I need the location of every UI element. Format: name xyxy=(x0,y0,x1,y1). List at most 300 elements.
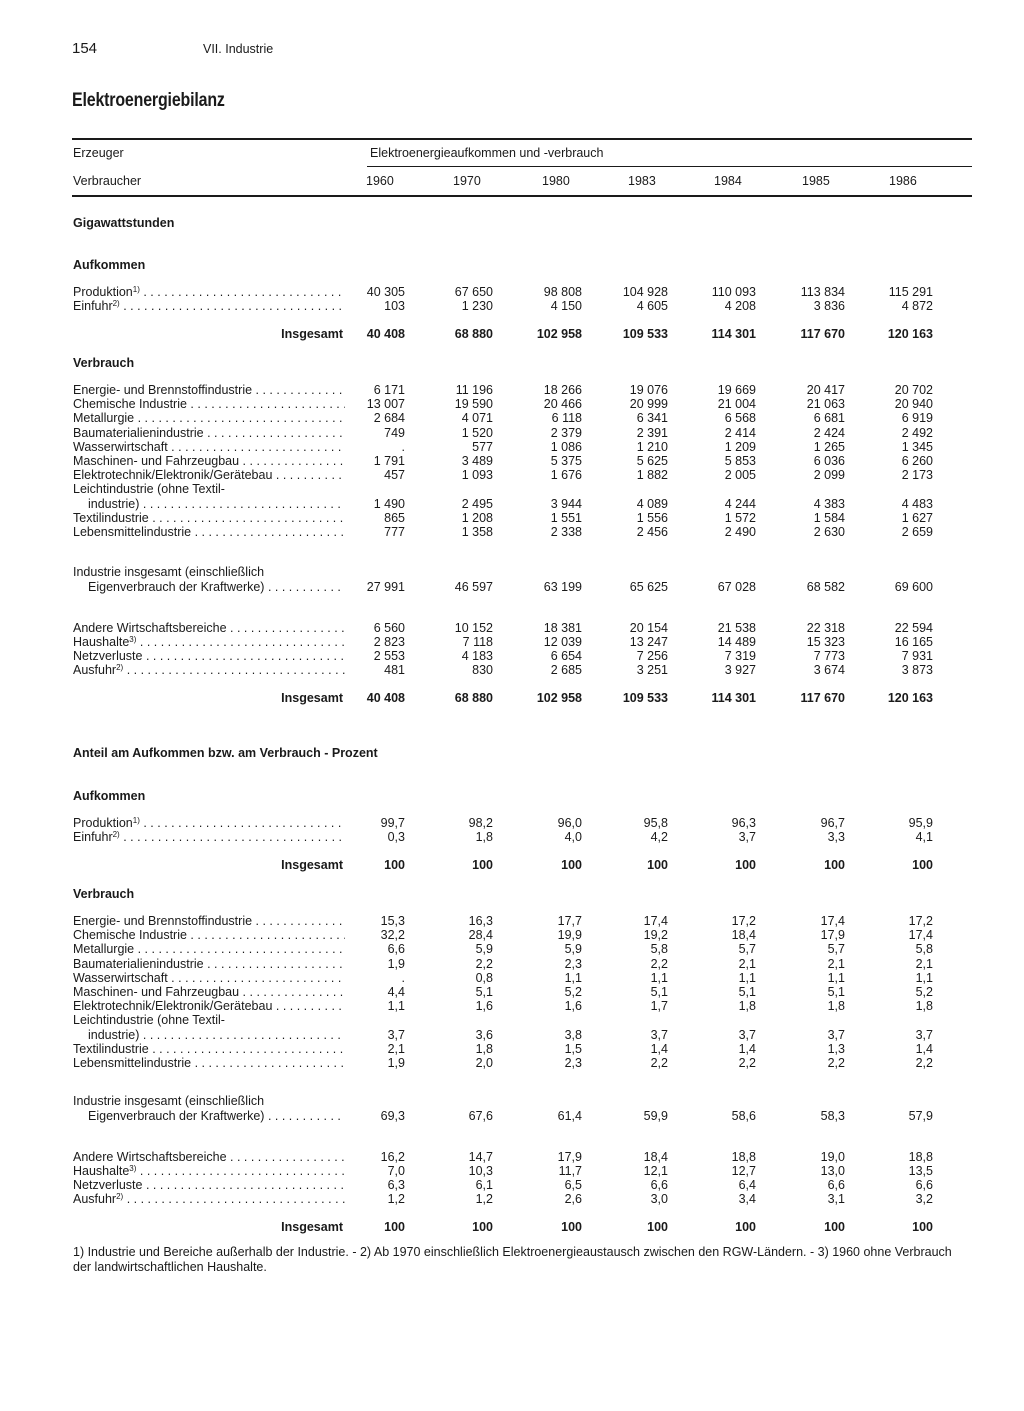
value-cell: 457 xyxy=(384,468,405,483)
value-cell: 1,5 xyxy=(564,1041,582,1056)
row-label-text: industrie) xyxy=(88,496,140,511)
row-label-text: Netzverluste xyxy=(73,649,143,663)
row-label xyxy=(73,383,345,398)
value-cell: 95,9 xyxy=(908,816,933,830)
row-label xyxy=(73,397,345,412)
table-row xyxy=(0,635,1024,650)
value-cell: 1,8 xyxy=(475,1041,493,1056)
value-cell: 12 039 xyxy=(543,635,582,649)
row-label-text: Ausfuhr xyxy=(73,1192,117,1206)
value-cell: 28,4 xyxy=(468,928,493,943)
row-label xyxy=(88,580,345,595)
page-number: 154 xyxy=(72,40,98,57)
row-label xyxy=(73,525,345,540)
value-cell: 5,9 xyxy=(475,942,493,957)
value-cell: 5 625 xyxy=(636,454,668,468)
value-cell: 17,2 xyxy=(731,914,756,928)
value-cell: 4,0 xyxy=(564,830,582,844)
value-cell: 68 880 xyxy=(454,327,493,341)
value-cell: 7 773 xyxy=(813,649,845,663)
value-cell: 19 590 xyxy=(454,397,493,412)
value-cell: 19,9 xyxy=(557,928,582,943)
row-label-text: Metallurgie xyxy=(73,942,135,957)
value-cell: 100 xyxy=(472,858,493,872)
value-cell: 10,3 xyxy=(468,1164,493,1178)
value-cell: 1,7 xyxy=(650,999,668,1014)
row-label-text: Energie- und Brennstoffindustrie xyxy=(73,383,253,397)
value-cell: 1 358 xyxy=(461,525,493,539)
value-cell: 3,3 xyxy=(827,830,845,844)
year-header: 1980 xyxy=(542,174,570,188)
row-label xyxy=(73,1056,345,1071)
row-label xyxy=(73,1192,345,1207)
value-cell: 17,4 xyxy=(643,914,668,928)
value-cell: 1 093 xyxy=(461,468,493,483)
row-label xyxy=(73,1164,345,1179)
value-cell: 6 568 xyxy=(724,411,756,426)
value-cell: 17,4 xyxy=(820,914,845,928)
value-cell: 19,0 xyxy=(820,1150,845,1164)
value-cell: 40 408 xyxy=(366,691,405,705)
value-cell: 100 xyxy=(561,858,582,872)
value-cell: 2,1 xyxy=(387,1041,405,1056)
value-cell: 2 492 xyxy=(901,425,933,440)
value-cell: 2 490 xyxy=(724,525,756,539)
value-cell: 67 650 xyxy=(454,285,493,299)
value-cell: 2,1 xyxy=(915,956,933,971)
value-cell: 117 670 xyxy=(800,327,845,341)
value-cell: 3 944 xyxy=(550,496,582,511)
value-cell: 69 600 xyxy=(894,579,933,594)
footnote-marker: 2) xyxy=(116,1192,124,1201)
value-cell: 40 305 xyxy=(366,285,405,299)
value-cell: 2 823 xyxy=(373,635,405,649)
section-heading: Gigawattstunden xyxy=(73,216,175,230)
value-cell: 7 118 xyxy=(462,635,493,649)
value-cell: 100 xyxy=(647,858,668,872)
value-cell: . xyxy=(401,970,405,985)
value-cell: 5,1 xyxy=(650,985,668,999)
value-cell: 102 958 xyxy=(536,691,582,705)
value-cell: 3,2 xyxy=(915,1192,933,1206)
value-cell: 109 533 xyxy=(622,327,668,341)
total-label: Insgesamt xyxy=(281,1220,343,1234)
value-cell: 17,2 xyxy=(908,914,933,928)
value-cell: 6 654 xyxy=(550,649,582,663)
value-cell: 3 927 xyxy=(724,663,756,677)
value-cell: 1 265 xyxy=(813,439,845,454)
value-cell: 1,4 xyxy=(650,1041,668,1056)
table-row xyxy=(0,942,1024,957)
value-cell: 20 702 xyxy=(894,383,933,397)
value-cell: 2 414 xyxy=(724,425,756,440)
row-label xyxy=(73,663,345,678)
table-row xyxy=(0,482,1024,497)
value-cell: 20 417 xyxy=(806,383,845,397)
table-row xyxy=(0,971,1024,986)
row-label xyxy=(73,426,345,441)
footnote-marker: 2) xyxy=(116,663,124,672)
value-cell: 6 171 xyxy=(373,383,405,397)
year-header: 1960 xyxy=(366,174,394,188)
value-cell: 16 165 xyxy=(894,635,933,649)
row-label-text: Haushalte xyxy=(73,635,130,649)
section-heading: Aufkommen xyxy=(73,258,146,272)
row-label-text: Chemische Industrie xyxy=(73,397,187,412)
value-cell: 7 931 xyxy=(901,649,933,663)
row-label-text: Einfuhr xyxy=(73,830,113,844)
table-row xyxy=(0,1150,1024,1165)
row-label-text: Lebensmittelindustrie xyxy=(73,1056,192,1070)
row-label xyxy=(73,1178,345,1193)
value-cell: 11 196 xyxy=(455,383,493,397)
value-cell: 3,7 xyxy=(915,1027,933,1042)
value-cell: 20 466 xyxy=(543,397,582,412)
table-row xyxy=(0,914,1024,929)
value-cell: 3,7 xyxy=(827,1027,845,1042)
value-cell: 1,1 xyxy=(387,999,405,1014)
section-heading: Verbrauch xyxy=(73,887,135,901)
value-cell: 5,1 xyxy=(827,985,845,999)
total-label: Insgesamt xyxy=(281,691,343,705)
value-cell: 95,8 xyxy=(643,816,668,830)
value-cell: 18,4 xyxy=(731,928,756,943)
chapter-title: VII. Industrie xyxy=(203,42,274,56)
table-row xyxy=(0,928,1024,943)
row-label xyxy=(73,468,345,483)
table-row xyxy=(0,999,1024,1014)
value-cell: 2,1 xyxy=(827,956,845,971)
table-row xyxy=(0,285,1024,300)
value-cell: 1,1 xyxy=(738,970,756,985)
footnote-marker: 1) xyxy=(132,285,140,294)
table-row xyxy=(0,816,1024,831)
row-label xyxy=(73,1150,345,1165)
value-cell: 1,4 xyxy=(738,1041,756,1056)
value-cell: 6,4 xyxy=(738,1178,756,1192)
value-cell: 2 685 xyxy=(550,663,582,677)
value-cell: 32,2 xyxy=(380,928,405,943)
row-label-text: Elektrotechnik/Elektronik/Gerätebau xyxy=(73,468,273,483)
value-cell: 2,2 xyxy=(915,1056,933,1070)
value-cell: 20 154 xyxy=(629,621,668,635)
value-cell: 1 676 xyxy=(550,468,582,483)
value-cell: 5,1 xyxy=(475,985,493,999)
row-label-text: Wasserwirtschaft xyxy=(73,970,168,985)
value-cell: 13 247 xyxy=(629,635,668,649)
value-cell: 1 791 xyxy=(373,454,405,468)
table-row xyxy=(0,525,1024,540)
value-cell: 18,4 xyxy=(643,1150,668,1164)
row-label-text: Chemische Industrie xyxy=(73,928,187,943)
value-cell: 1 572 xyxy=(724,510,756,525)
value-cell: 7 319 xyxy=(724,649,756,663)
row-label xyxy=(88,1028,345,1043)
value-cell: 6 919 xyxy=(901,411,933,426)
value-cell: 5,2 xyxy=(915,985,933,999)
value-cell: 1,1 xyxy=(564,970,582,985)
row-label-text: Energie- und Brennstoffindustrie xyxy=(73,914,253,928)
row-label-text: Andere Wirtschaftsbereiche xyxy=(73,621,227,635)
value-cell: 4 208 xyxy=(724,299,756,313)
total-row xyxy=(0,327,1024,342)
value-cell: 3,6 xyxy=(475,1027,493,1042)
value-cell: 1 208 xyxy=(461,510,493,525)
value-cell: 2,3 xyxy=(564,956,582,971)
value-cell: 18,8 xyxy=(731,1150,756,1164)
value-cell: 1 086 xyxy=(550,439,582,454)
value-cell: 2,3 xyxy=(564,1056,582,1070)
value-cell: 6 036 xyxy=(813,454,845,468)
row-label-text: Elektrotechnik/Elektronik/Gerätebau xyxy=(73,999,273,1014)
row-label-text: Ausfuhr xyxy=(73,663,117,677)
value-cell: 4 150 xyxy=(550,299,582,313)
value-cell: 3,7 xyxy=(738,830,756,844)
row-label xyxy=(73,816,345,831)
row-label-text: Netzverluste xyxy=(73,1178,143,1192)
value-cell: 58,3 xyxy=(820,1108,845,1123)
value-cell: 40 408 xyxy=(366,327,405,341)
year-header: 1985 xyxy=(802,174,830,188)
value-cell: 1 230 xyxy=(461,299,493,313)
value-cell: 2 456 xyxy=(636,525,668,539)
value-cell: 865 xyxy=(384,510,405,525)
row-label xyxy=(73,985,345,1000)
row-label-text: Maschinen- und Fahrzeugbau xyxy=(73,985,240,999)
value-cell: 1 584 xyxy=(813,510,845,525)
row-label-text: Textilindustrie xyxy=(73,510,149,525)
value-cell: 17,9 xyxy=(820,928,845,943)
value-cell: 13,0 xyxy=(820,1164,845,1178)
value-cell: 2,2 xyxy=(827,1056,845,1070)
value-cell: 59,9 xyxy=(643,1108,668,1123)
value-cell: 5,2 xyxy=(564,985,582,999)
row-label xyxy=(88,497,345,512)
row-label: Leichtindustrie (ohne Textil- xyxy=(73,1013,225,1028)
value-cell: 22 318 xyxy=(806,621,845,635)
value-cell: 120 163 xyxy=(887,327,933,341)
value-cell: 20 999 xyxy=(629,397,668,412)
row-label: Leichtindustrie (ohne Textil- xyxy=(73,482,225,497)
total-label: Insgesamt xyxy=(281,327,343,341)
table-row xyxy=(0,1109,1024,1124)
table-row xyxy=(0,1094,1024,1109)
value-cell: 2 099 xyxy=(813,468,845,483)
value-cell: 1 882 xyxy=(636,468,668,483)
value-cell: 2,0 xyxy=(475,1056,493,1070)
table-row xyxy=(0,580,1024,595)
year-header: 1970 xyxy=(453,174,481,188)
row-label-text: Andere Wirtschaftsbereiche xyxy=(73,1150,227,1164)
table-row xyxy=(0,830,1024,845)
value-cell: 1,1 xyxy=(915,970,933,985)
row-label-text: Metallurgie xyxy=(73,411,135,426)
value-cell: 18,8 xyxy=(908,1150,933,1164)
table-row xyxy=(0,511,1024,526)
row-label xyxy=(73,928,345,943)
value-cell: 2,1 xyxy=(738,956,756,971)
value-cell: 13,5 xyxy=(908,1164,933,1178)
value-cell: 100 xyxy=(824,858,845,872)
value-cell: 1,6 xyxy=(564,999,582,1014)
value-cell: 4,1 xyxy=(915,830,933,844)
value-cell: 3 836 xyxy=(813,299,845,313)
value-cell: 16,2 xyxy=(380,1150,405,1164)
value-cell: 4,4 xyxy=(387,985,405,999)
year-header: 1983 xyxy=(628,174,656,188)
value-cell: 1,9 xyxy=(387,1056,405,1070)
value-cell: 1,1 xyxy=(650,970,668,985)
value-cell: 100 xyxy=(561,1220,582,1234)
value-cell: 100 xyxy=(912,858,933,872)
footnote-marker: 1) xyxy=(132,816,140,825)
value-cell: 4,2 xyxy=(650,830,668,844)
value-cell: 109 533 xyxy=(622,691,668,705)
value-cell: 3,1 xyxy=(827,1192,845,1206)
value-cell: 1,3 xyxy=(827,1041,845,1056)
value-cell: 17,4 xyxy=(908,928,933,943)
value-cell: 46 597 xyxy=(454,579,493,594)
row-label-text: Eigenverbrauch der Kraftwerke) xyxy=(88,1108,265,1123)
section-heading: Anteil am Aufkommen bzw. am Verbrauch - Prozent xyxy=(73,746,378,760)
value-cell: 1,9 xyxy=(387,956,405,971)
value-cell: 17,9 xyxy=(557,1150,582,1164)
table-row xyxy=(0,454,1024,469)
value-cell: 6 260 xyxy=(901,454,933,468)
table-row xyxy=(0,621,1024,636)
value-cell: 4 483 xyxy=(901,496,933,511)
value-cell: 98,2 xyxy=(468,816,493,830)
value-cell: 7 256 xyxy=(636,649,668,663)
value-cell: 5,8 xyxy=(915,942,933,957)
value-cell: 2,6 xyxy=(564,1192,582,1206)
value-cell: 4 183 xyxy=(461,649,493,663)
header-bottom-rule xyxy=(72,195,972,197)
value-cell: 96,0 xyxy=(557,816,582,830)
value-cell: 69,3 xyxy=(380,1108,405,1123)
value-cell: 1,2 xyxy=(387,1192,405,1206)
table-row xyxy=(0,1056,1024,1071)
value-cell: 1,8 xyxy=(827,999,845,1014)
value-cell: 102 958 xyxy=(536,327,582,341)
value-cell: 4 872 xyxy=(901,299,933,313)
value-cell: 6 560 xyxy=(373,621,405,635)
table-row xyxy=(0,957,1024,972)
table-top-rule xyxy=(72,138,972,140)
value-cell: 17,7 xyxy=(557,914,582,928)
row-label-text: Lebensmittelindustrie xyxy=(73,525,192,539)
value-cell: 11,7 xyxy=(558,1164,582,1178)
value-cell: 5 375 xyxy=(550,454,582,468)
value-cell: 6 341 xyxy=(636,411,668,426)
header-erzeuger: Erzeuger xyxy=(73,146,124,160)
value-cell: 4 244 xyxy=(724,496,756,511)
value-cell: 96,7 xyxy=(820,816,845,830)
row-label-text: Wasserwirtschaft xyxy=(73,439,168,454)
value-cell: 99,7 xyxy=(380,816,405,830)
value-cell: 2 005 xyxy=(724,468,756,483)
value-cell: 3 489 xyxy=(461,454,493,468)
total-label: Insgesamt xyxy=(281,858,343,872)
value-cell: 6,6 xyxy=(827,1178,845,1192)
value-cell: 6,3 xyxy=(387,1178,405,1192)
table-row xyxy=(0,565,1024,580)
value-cell: 2,2 xyxy=(738,1056,756,1070)
row-label xyxy=(88,1109,345,1124)
value-cell: 120 163 xyxy=(887,691,933,705)
value-cell: 1,6 xyxy=(475,999,493,1014)
value-cell: 12,1 xyxy=(643,1164,668,1178)
value-cell: 57,9 xyxy=(908,1108,933,1123)
value-cell: 19 669 xyxy=(717,383,756,397)
value-cell: 14 489 xyxy=(717,635,756,649)
value-cell: 10 152 xyxy=(454,621,493,635)
row-label xyxy=(73,454,345,469)
value-cell: 6,6 xyxy=(387,942,405,957)
value-cell: 113 834 xyxy=(800,285,845,299)
value-cell: 103 xyxy=(384,299,405,313)
section-heading: Aufkommen xyxy=(73,789,146,803)
value-cell: 21 004 xyxy=(717,397,756,412)
value-cell: 117 670 xyxy=(800,691,845,705)
table-row xyxy=(0,397,1024,412)
row-label: Industrie insgesamt (einschließlich xyxy=(73,1094,265,1108)
value-cell: 4 089 xyxy=(636,496,668,511)
table-row xyxy=(0,1164,1024,1179)
value-cell: 5,1 xyxy=(738,985,756,999)
value-cell: 104 928 xyxy=(622,285,668,299)
value-cell: 5,7 xyxy=(827,942,845,957)
footnote-marker: 2) xyxy=(112,299,120,308)
value-cell: 114 301 xyxy=(711,691,756,705)
row-label-text: Baumaterialienindustrie xyxy=(73,425,204,440)
value-cell: 18 266 xyxy=(543,383,582,397)
row-label-text: Produktion xyxy=(73,816,133,830)
value-cell: 2,2 xyxy=(650,956,668,971)
value-cell: 1 520 xyxy=(461,425,493,440)
value-cell: 5,9 xyxy=(564,942,582,957)
value-cell: 12,7 xyxy=(731,1164,756,1178)
value-cell: 3,7 xyxy=(650,1027,668,1042)
value-cell: 1 627 xyxy=(901,510,933,525)
value-cell: 4 383 xyxy=(813,496,845,511)
page-title: Elektroenergiebilanz xyxy=(72,90,225,111)
value-cell: 100 xyxy=(472,1220,493,1234)
value-cell: 2 379 xyxy=(550,425,582,440)
value-cell: 577 xyxy=(472,439,493,454)
footnote: 1) Industrie und Bereiche außerhalb der Industrie. - 2) Ab 1970 einschließlich Elektroenergieaustausch zwischen den RGW-Ländern. - 3) 1960 ohne Verbrauch der landwirtschaftlichen Haushalte. xyxy=(73,1245,952,1274)
value-cell: 21 538 xyxy=(717,621,756,635)
value-cell: 100 xyxy=(735,858,756,872)
row-label-text: Haushalte xyxy=(73,1164,130,1178)
row-label xyxy=(73,411,345,426)
value-cell: 6 118 xyxy=(551,411,582,426)
table-row xyxy=(0,426,1024,441)
value-cell: 68 880 xyxy=(454,691,493,705)
value-cell: 1 209 xyxy=(724,439,756,454)
row-label-text: Einfuhr xyxy=(73,299,113,313)
value-cell: 1 210 xyxy=(636,439,668,454)
value-cell: 6 681 xyxy=(813,411,845,426)
value-cell: 22 594 xyxy=(894,621,933,635)
value-cell: 2 553 xyxy=(373,649,405,663)
value-cell: 2 684 xyxy=(373,411,405,426)
value-cell: 100 xyxy=(824,1220,845,1234)
value-cell: 1,2 xyxy=(475,1192,493,1206)
footnote-marker: 2) xyxy=(112,830,120,839)
value-cell: . xyxy=(401,439,405,454)
value-cell: 4 071 xyxy=(461,411,493,426)
